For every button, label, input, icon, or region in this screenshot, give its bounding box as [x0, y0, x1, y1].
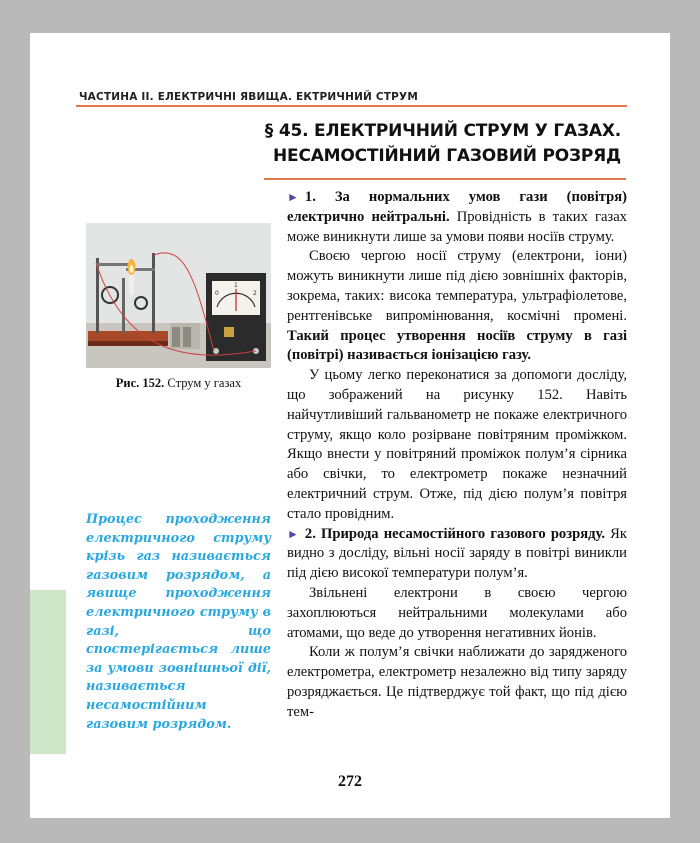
header-rule	[76, 105, 627, 107]
section-2-intro-rest: Як видно з досліду, вільні носії заряду в повітрі виникли під дією високої температури полум’я.	[287, 525, 627, 582]
scale-number-right: 2	[253, 290, 257, 297]
main-text-column	[287, 188, 627, 723]
title-rule	[264, 178, 626, 180]
scale-number-left: 0	[215, 290, 219, 297]
figure-photo	[86, 223, 271, 368]
section-1-paragraph-2	[287, 247, 627, 366]
section-2-paragraph-3: Коли ж полум’я свічки наближати до зарядженого електрометра, електрометр незалежно від типу заряду розряджається. Це підтверджує той факт, що під дією тем-	[287, 644, 627, 720]
scale-number-middle: 1	[234, 282, 238, 289]
section-title-line-2: НЕСАМОСТІЙНИЙ ГАЗОВИЙ РОЗРЯД	[273, 146, 621, 166]
section-2-paragraph-1	[287, 525, 627, 584]
figure-label: Рис. 152.	[115, 376, 165, 390]
section-title	[190, 119, 621, 169]
textbook-page	[30, 33, 670, 818]
definition-side-note: Процес проходження електричного струму крізь газ називається газовим розрядом, а явище проходження електричного струму в газі, що спостерігається лише за умови зовнішньої дії, називається несамостійним газовим розрядом.	[86, 512, 271, 732]
ionization-definition: Такий процес утворення носіїв струму в газі (повітрі) називається іонізацією газу.	[287, 327, 627, 364]
section-1-heading: 1. За нормальних умов гази (повітря) електрично нейтральні.	[287, 189, 627, 225]
triangle-marker-icon: ►	[287, 526, 299, 541]
section-1-paragraph-1	[287, 188, 627, 247]
figure-caption-text: Струм у газах	[164, 376, 242, 390]
running-head: ЧАСТИНА ІІ. ЕЛЕКТРИЧНІ ЯВИЩА. ЕКТРИЧНИЙ СТРУМ	[79, 91, 419, 103]
triangle-marker-icon: ►	[287, 190, 299, 204]
section-2-paragraph-2: Звільнені електрони в своєю чергою захоплюються нейтральними молекулами або атомами, що веде до утворення негативних йонів.	[287, 584, 627, 641]
section-2-heading: 2. Природа несамостійного газового розряду.	[304, 525, 605, 542]
margin-color-tab	[30, 590, 66, 754]
section-1-paragraph-3: У цьому легко переконатися за допомоги досліду, що зображений на рисунку 152. Навіть найчутливіший гальванометр не покаже електричного струму, якщо коло розірване повітряним проміжком. Якщо внести у повітряний проміжок полум’я сірника або свічки, то електрометр покаже незначний електричний струм. Отже, під дією полум’я повітря стало провідним.	[287, 367, 627, 522]
section-1-intro-rest: Провідність в таких газах може виникнути лише за умови появи носіїв струму.	[287, 208, 627, 245]
section-title-line-1: § 45. ЕЛЕКТРИЧНИЙ СТРУМ У ГАЗАХ.	[264, 121, 621, 141]
figure-caption	[86, 376, 271, 391]
section-1-p2-text: Своєю чергою носії струму (електрони, іони) можуть виникнути лише під дією зовнішніх факторів, зокрема, таких: висока температура, ультрафіолетове, рентгенівське випромінювання, космічні промені.	[287, 248, 627, 324]
gas-discharge-apparatus-illustration	[86, 223, 271, 368]
page-number: 272	[338, 773, 362, 790]
